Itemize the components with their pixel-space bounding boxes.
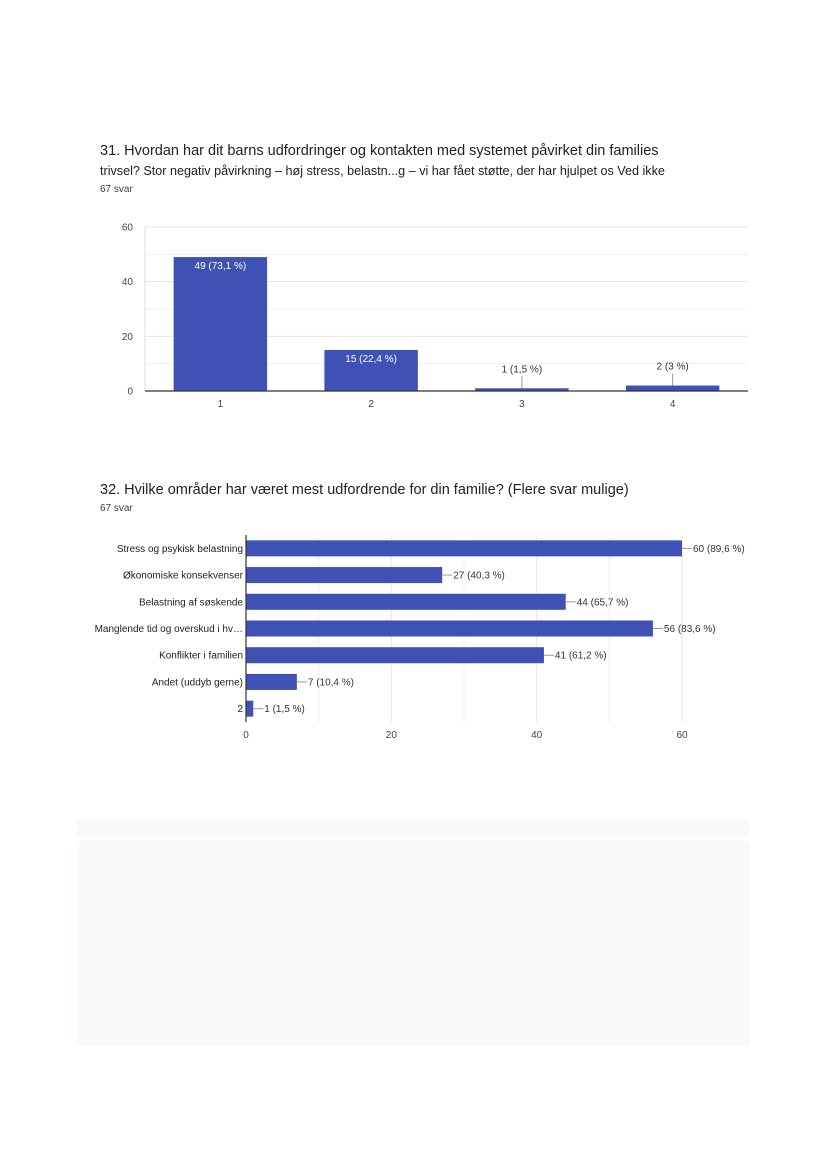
data-label: 44 (65,7 %) (576, 597, 629, 609)
x-tick-label: 4 (669, 399, 676, 410)
category-label: Konflikter i familien (159, 650, 243, 662)
data-label: 27 (40,3 %) (453, 570, 505, 582)
q31-title: 31. Hvordan har dit barns udfordringer og kontakten med systemet påvirket din families (100, 143, 659, 159)
q31-response-count: 67 svar (100, 184, 133, 195)
x-tick-label: 60 (676, 730, 688, 741)
x-tick-label: 1 (217, 399, 224, 410)
y-tick-label: 40 (121, 277, 133, 289)
data-label: 49 (73,1 %) (194, 261, 247, 273)
data-label: 60 (89,6 %) (693, 543, 745, 555)
x-tick-label: 40 (531, 730, 543, 741)
category-label: Belastning af søskende (139, 597, 243, 609)
category-label: Andet (uddyb gerne) (151, 677, 243, 689)
x-tick-label: 0 (243, 730, 249, 741)
q32-title: 32. Hvilke områder har været mest udfordrende for din familie? (Flere svar mulige) (100, 482, 629, 498)
q31-subtitle: trivsel? Stor negativ påvirkning – høj stress, belastn...g – vi har fået støtte, der har hjulpet os Ved ikke (100, 164, 665, 178)
x-tick-label: 2 (368, 399, 374, 410)
bar (246, 594, 566, 610)
data-label: 41 (61,2 %) (554, 650, 607, 662)
data-label: 56 (83,6 %) (663, 624, 716, 635)
y-tick-label: 60 (121, 222, 133, 234)
data-label: 1 (1,5 %) (264, 704, 305, 716)
category-label: 2 (237, 704, 243, 716)
y-tick-label: 0 (127, 386, 133, 398)
bar (246, 674, 297, 690)
data-label: 15 (22,4 %) (345, 354, 397, 365)
bar (246, 620, 653, 636)
bar (246, 567, 442, 583)
empty-panel-header (77, 820, 750, 836)
bar (246, 540, 682, 556)
data-label: 7 (10,4 %) (307, 677, 355, 689)
q32-response-count: 67 svar (100, 503, 133, 514)
category-label: Stress og psykisk belastning (116, 543, 243, 555)
category-label: Manglende tid og overskud i hv… (94, 624, 243, 635)
data-label: 2 (3 %) (656, 361, 689, 373)
bar (246, 647, 544, 663)
data-label: 1 (1,5 %) (501, 364, 543, 376)
bar (246, 701, 253, 717)
empty-panel (77, 841, 750, 1046)
category-label: Økonomiske konsekvenser (122, 570, 243, 582)
y-tick-label: 20 (121, 331, 133, 343)
x-tick-label: 3 (519, 399, 525, 410)
x-tick-label: 20 (385, 730, 397, 741)
